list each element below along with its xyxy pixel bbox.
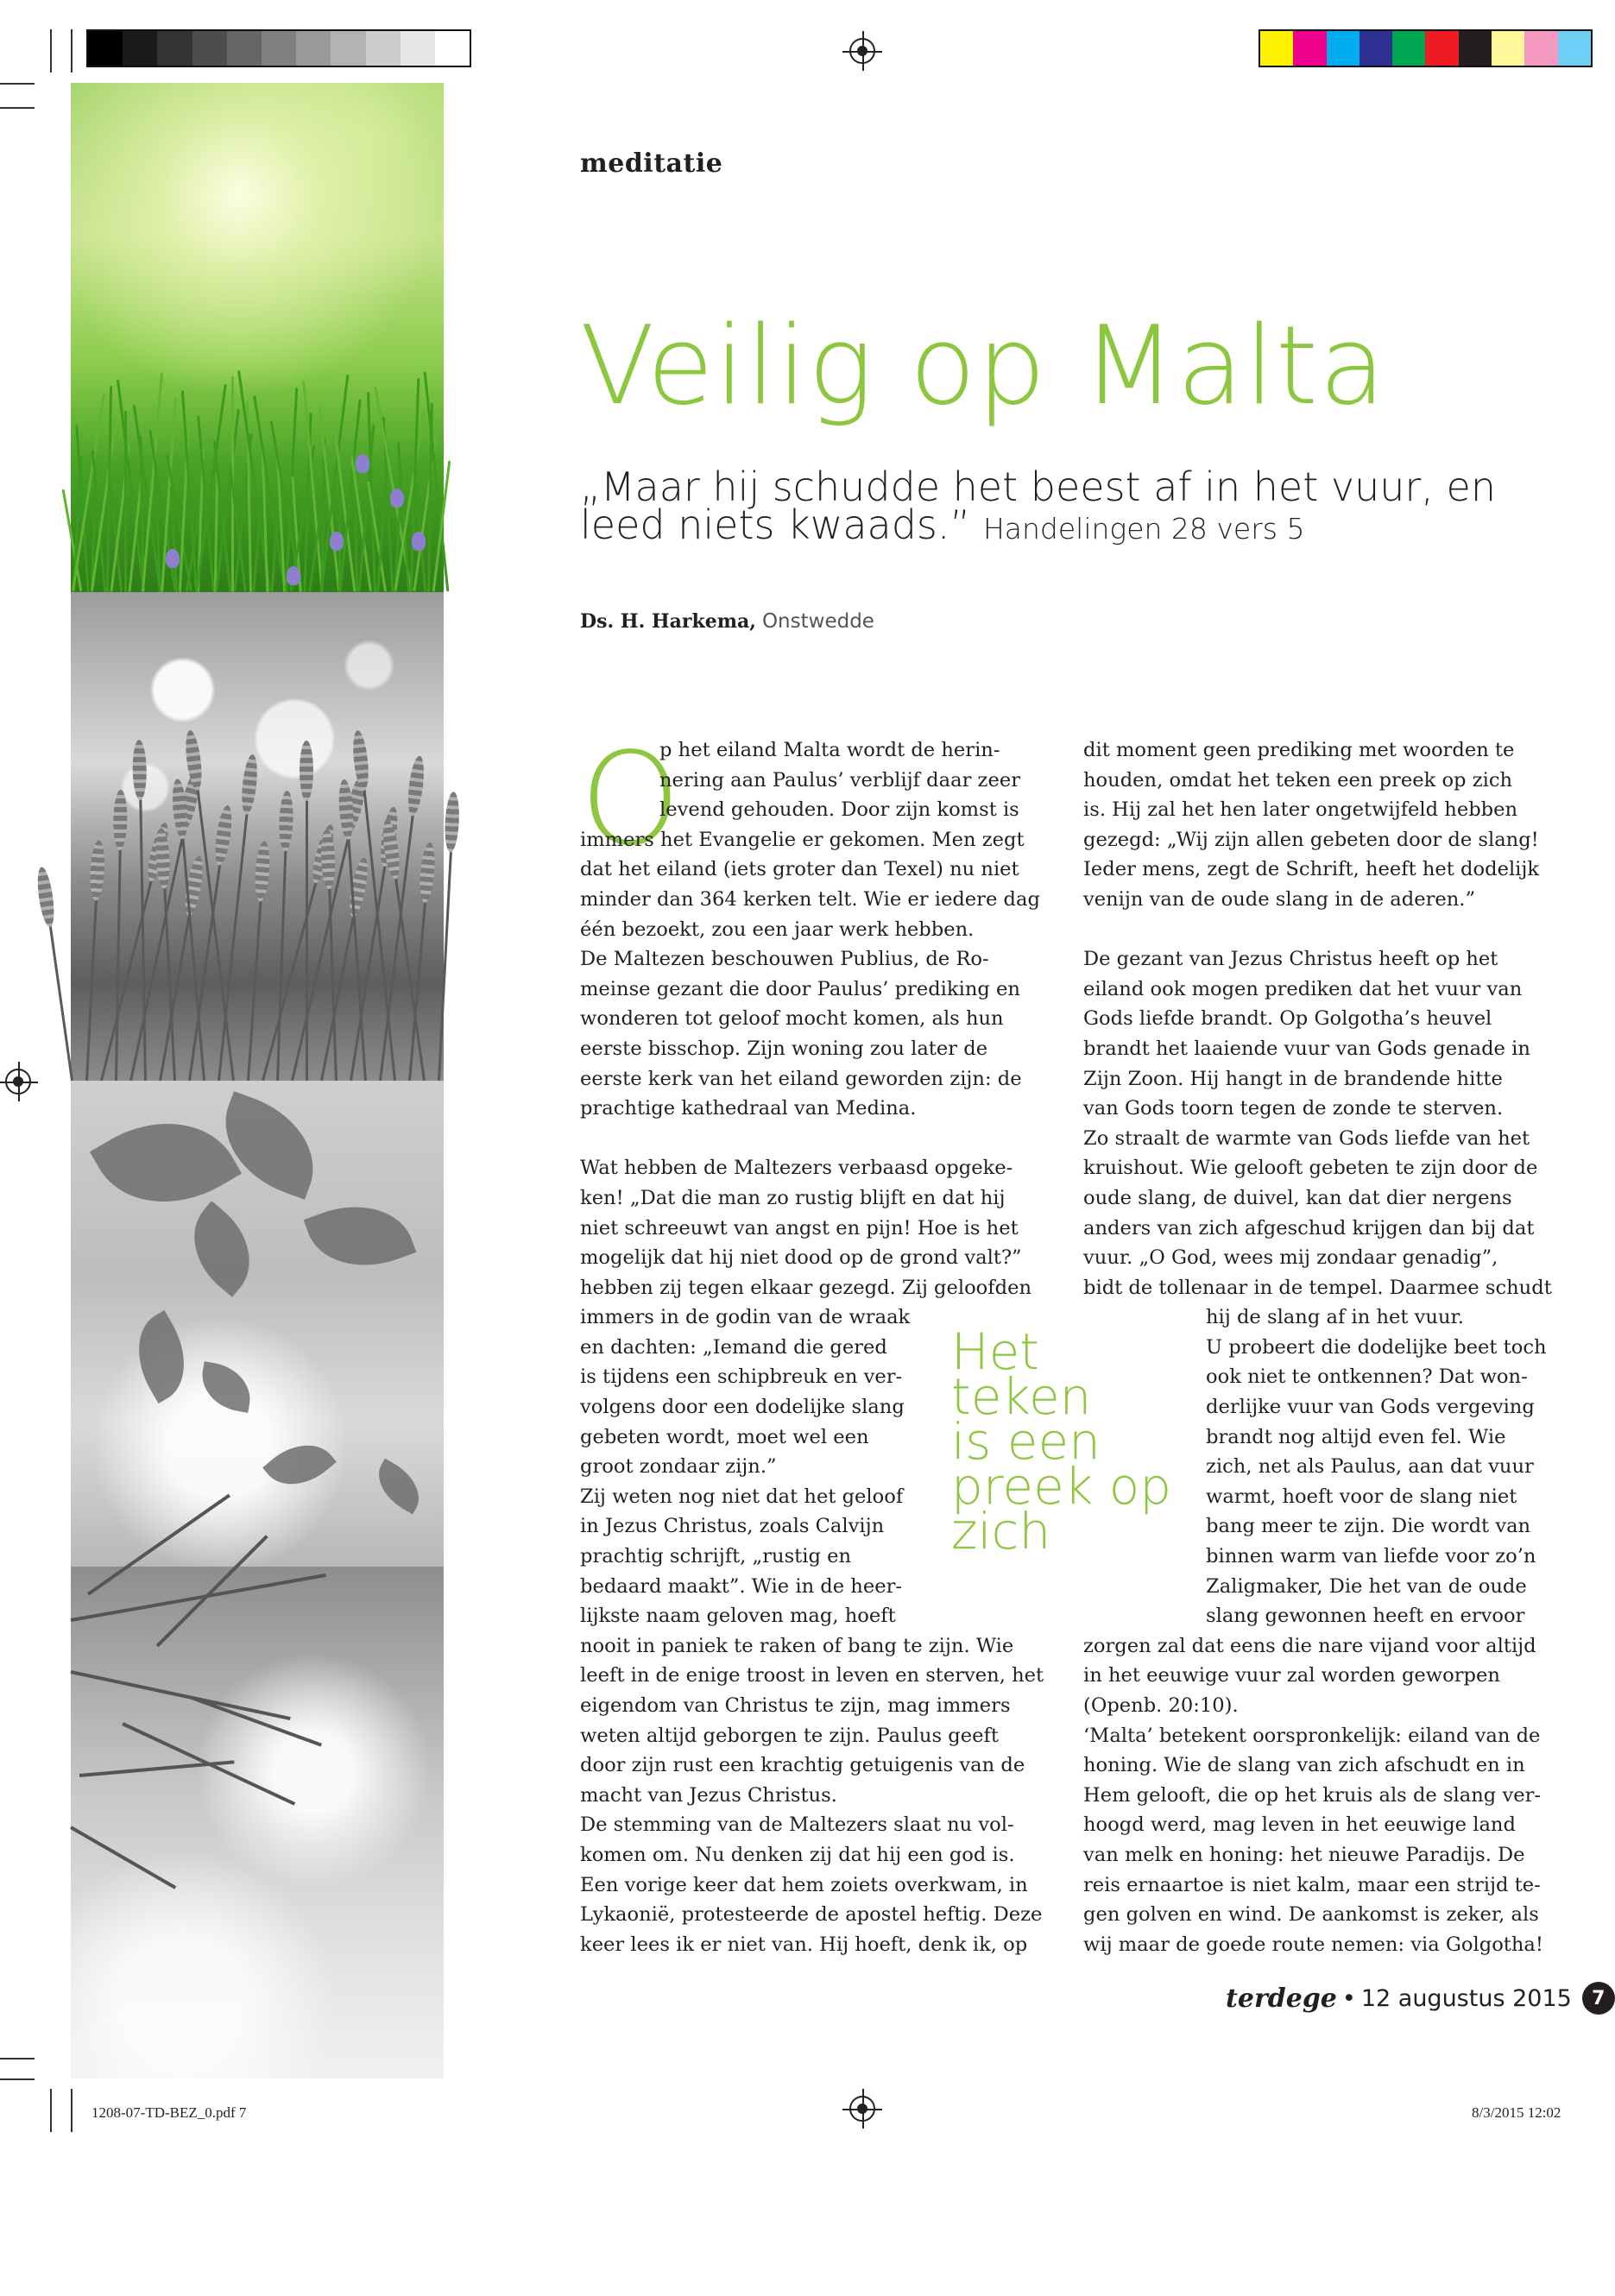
text-line: bedaard maakt”. Wie in de heer- [580, 1574, 903, 1598]
color-swatch [1260, 31, 1293, 66]
tree-branch [71, 1670, 291, 1720]
text-line: Wat hebben de Maltezers verbaasd opgeke- [580, 1157, 1013, 1180]
wheat-stalk [85, 848, 100, 1081]
text-line: De Maltezen beschouwen Publius, de Ro- [580, 948, 989, 971]
wheat-head [239, 754, 259, 815]
wheat-head [254, 841, 272, 902]
text-line: De gezant van Jezus Christus heeft op het [1083, 948, 1498, 971]
pull-quote-line: preek op [951, 1457, 1172, 1516]
color-calibration-bar [1259, 29, 1593, 67]
file-slug: 1208-07-TD-BEZ_0.pdf 7 [91, 2104, 247, 2121]
flower-icon [390, 489, 404, 508]
wheat-head [278, 791, 293, 852]
crop-mark [0, 83, 35, 85]
color-swatch [1293, 31, 1326, 66]
grayscale-swatch [88, 31, 123, 66]
text-line: dit moment geen prediking met woorden te [1083, 739, 1515, 761]
text-line: oude slang, de duivel, kan dat dier nergens [1083, 1186, 1512, 1209]
text-line: volgens door een dodelijke slang [580, 1396, 905, 1419]
text-line: hebben zij tegen elkaar gezegd. Zij geloofden [580, 1276, 1032, 1299]
section-label: meditatie [580, 148, 723, 179]
registration-mark-icon [5, 1069, 31, 1094]
issue-date: 12 augustus 2015 [1360, 1984, 1572, 2012]
text-line: immers het Evangelie er gekomen. Men zegt [580, 828, 1025, 851]
color-swatch [1360, 31, 1392, 66]
footer-separator: • [1341, 1984, 1356, 2012]
wheat-stalk [276, 799, 288, 1081]
leaf-icon [368, 1459, 430, 1515]
text-line: weten altijd geborgen te zijn. Paulus geeft [580, 1724, 999, 1747]
text-line: Gods liefde brandt. Op Golgotha’s heuvel [1083, 1007, 1492, 1031]
text-line: slang gewonnen heeft en ervoor [1206, 1605, 1525, 1628]
text-line: kruishout. Wie gelooft gebeten te zijn door de [1083, 1157, 1538, 1180]
text-line: wonderen tot geloof mocht komen, als hun [580, 1007, 1004, 1031]
text-line: bidt de tollenaar in de tempel. Daarmee schudt [1083, 1276, 1552, 1299]
text-line: hoogd werd, mag leven in het eeuwige land [1083, 1813, 1516, 1837]
tree-branch [191, 1696, 322, 1746]
text-line: venijn van de oude slang in de aderen.” [1083, 887, 1476, 911]
text-line: eigendom van Christus te zijn, mag immers [580, 1694, 1011, 1717]
color-swatch [1558, 31, 1591, 66]
grayscale-swatch [401, 31, 435, 66]
text-line: prachtige kathedraal van Medina. [580, 1097, 917, 1120]
text-line: ken! „Dat die man zo rustig blijft en dat hij [580, 1186, 1006, 1209]
text-line: gen golven en wind. De aankomst is zeker, als [1083, 1903, 1539, 1927]
crop-mark [50, 29, 52, 73]
text-line: is. Hij zal het hen later ongetwijfeld hebben [1083, 798, 1518, 822]
text-line: zich, net als Paulus, aan dat vuur [1206, 1455, 1534, 1479]
text-line: immers in de godin van de wraak [580, 1306, 911, 1329]
pull-quote-line: is een [951, 1412, 1101, 1471]
paragraph-gap [580, 1124, 1046, 1154]
wheat-head [300, 741, 313, 801]
wheat-bokeh-photo [71, 592, 444, 1081]
wheat-head [406, 755, 426, 817]
pull-quote-line: zich [951, 1502, 1051, 1561]
text-line: van melk en honing: het nieuwe Paradijs. De [1083, 1843, 1525, 1866]
text-line: keer lees ik er niet van. Hij hoeft, denk ik, op [580, 1933, 1028, 1956]
page-title: Veilig op Malta [580, 302, 1387, 429]
grayscale-swatch [262, 31, 296, 66]
leaf-icon [207, 1091, 331, 1200]
wheat-head [444, 792, 461, 853]
text-line: eiland ook mogen prediken dat het vuur van [1083, 977, 1523, 1000]
wheat-head [155, 828, 172, 889]
text-line: De stemming van de Maltezers slaat nu vol- [580, 1813, 1014, 1837]
text-line: ‘Malta’ betekent oorspronkelijk: eiland van de [1083, 1724, 1541, 1747]
text-line: één bezoekt, zou een jaar werk hebben. [580, 918, 975, 941]
pull-quote-line: Het [951, 1322, 1040, 1381]
text-line: in het eeuwige vuur zal worden geworpen [1083, 1664, 1500, 1687]
text-line: hij de slang af in het vuur. [1206, 1306, 1464, 1329]
wheat-head [89, 840, 106, 901]
text-line: prachtig schrijft, „rustig en [580, 1545, 852, 1568]
text-line: Lykaonië, protesteerde de apostel heftig. Deze [580, 1903, 1043, 1927]
color-swatch [1524, 31, 1557, 66]
text-line: (Openb. 20:10). [1083, 1694, 1239, 1717]
text-line: Zaligmaker, Die het van de oude [1206, 1574, 1527, 1598]
text-line: U probeert die dodelijke beet toch [1206, 1335, 1547, 1359]
subtitle-quote: „Maar hij schudde het beest af in het vuur, en leed niets kwaads.” [580, 464, 1497, 548]
text-line: brandt het laaiende vuur van Gods genade in [1083, 1037, 1530, 1060]
text-line: derlijke vuur van Gods vergeving [1206, 1396, 1535, 1419]
text-line: komen om. Nu denken zij dat hij een god is. [580, 1843, 1015, 1866]
leaf-icon [304, 1188, 417, 1285]
flower-icon [166, 549, 180, 568]
text-line: macht van Jezus Christus. [580, 1783, 837, 1807]
text-line: Een vorige keer dat hem zoiets overkwam, in [580, 1873, 1028, 1896]
text-line: Zijn Zoon. Hij hangt in de brandende hitte [1083, 1067, 1503, 1090]
falling-leaves-photo [71, 1081, 444, 1567]
wheat-head [350, 729, 370, 791]
text-line: Ieder mens, zegt de Schrift, heeft het dodelijk [1083, 858, 1540, 881]
wheat-stalk [115, 798, 123, 1081]
text-line: gezegd: „Wij zijn allen gebeten door de slang! [1083, 828, 1539, 851]
drop-cap: O [580, 725, 681, 874]
text-line: Zij weten nog niet dat het geloof [580, 1485, 904, 1508]
text-line: is tijdens een schipbreuk en ver- [580, 1366, 903, 1389]
text-line: anders van zich afgeschud krijgen dan bij dat [1083, 1216, 1535, 1239]
wheat-stalk [438, 800, 455, 1081]
text-line: Zo straalt de warmte van Gods liefde van het [1083, 1126, 1530, 1150]
crop-mark [71, 29, 73, 73]
grayscale-swatch [366, 31, 401, 66]
pull-quote-line: teken [951, 1367, 1092, 1426]
text-line: en dachten: „Iemand die gered [580, 1335, 887, 1359]
wheat-stalk [306, 749, 308, 1081]
subtitle [580, 464, 1564, 548]
text-line: eerste bisschop. Zijn woning zou later de [580, 1037, 988, 1060]
wheat-head [418, 842, 437, 903]
tree-branch [70, 1826, 176, 1889]
grayscale-swatch [296, 31, 331, 66]
grayscale-swatch [227, 31, 262, 66]
wheat-stalk [42, 875, 73, 1081]
text-line: van Gods toorn tegen de zonde te sterven. [1083, 1097, 1504, 1120]
text-line: groot zondaar zijn.” [580, 1455, 777, 1479]
text-line: brandt nog altijd even fel. Wie [1206, 1425, 1506, 1448]
text-line: gebeten wordt, moet wel een [580, 1425, 869, 1448]
text-line: reis ernaartoe is niet kalm, maar een strijd te- [1083, 1873, 1541, 1896]
author-name: Ds. H. Harkema, [580, 610, 756, 633]
crop-mark [0, 107, 35, 109]
flower-icon [356, 454, 369, 473]
wheat-head [113, 790, 128, 850]
grayscale-swatch [123, 31, 157, 66]
wheat-head [35, 866, 57, 928]
crop-mark [0, 2078, 35, 2080]
wheat-head [183, 729, 204, 791]
text-line: nooit in paniek te raken of bang te zijn. Wie [580, 1634, 1014, 1657]
text-line: minder dan 364 kerken telt. Wie er iedere dag [580, 887, 1040, 911]
byline [580, 610, 874, 633]
crop-mark [71, 2089, 73, 2132]
author-place: Onstwedde [761, 610, 874, 633]
crop-mark [0, 2058, 35, 2059]
color-swatch [1327, 31, 1360, 66]
text-line: nering aan Paulus’ verblijf daar zeer [659, 768, 1020, 792]
registration-mark-icon [849, 2096, 875, 2122]
text-line: niet schreeuwt van angst en pijn! Hoe is het [580, 1216, 1019, 1239]
text-line: in Jezus Christus, zoals Calvijn [580, 1515, 885, 1538]
text-line: zorgen zal dat eens die nare vijand voor altijd [1083, 1634, 1536, 1657]
wheat-head [132, 740, 147, 800]
color-swatch [1392, 31, 1425, 66]
crop-mark [50, 2089, 52, 2132]
color-swatch [1459, 31, 1492, 66]
wheat-stalk [344, 788, 367, 1081]
text-line: warmt, hoeft voor de slang niet [1206, 1485, 1517, 1508]
wheat-head [320, 829, 336, 890]
page-footer [1226, 1982, 1615, 2015]
text-line: door zijn rust een krachtig getuigenis van de [580, 1754, 1025, 1777]
tree-branch [79, 1760, 235, 1777]
grayscale-swatch [331, 31, 365, 66]
text-line: vuur. „O God, wees mij zondaar genadig”, [1083, 1246, 1498, 1270]
frosted-tree-photo [71, 1567, 444, 2078]
text-line: houden, omdat het teken een preek op zich [1083, 768, 1513, 792]
page-number: 7 [1582, 1982, 1615, 2015]
date-slug: 8/3/2015 12:02 [1472, 2104, 1561, 2121]
paragraph-gap [1083, 915, 1584, 945]
wheat-stalk [247, 850, 266, 1082]
text-line: wij maar de goede route nemen: via Golgotha! [1083, 1933, 1543, 1956]
text-line: leeft in de enige troost in leven en sterven, het [580, 1664, 1044, 1687]
magazine-brand: terdege [1226, 1983, 1337, 2014]
grayscale-calibration-bar [86, 29, 471, 67]
flower-icon [330, 532, 344, 551]
pull-quote [951, 1322, 1172, 1561]
grass-blade [72, 394, 105, 591]
registration-mark-icon [849, 38, 875, 64]
text-line: ook niet te ontkennen? Dat won- [1206, 1366, 1528, 1389]
color-swatch [1492, 31, 1524, 66]
text-line: Hem gelooft, die op het kruis als de slang ver- [1083, 1783, 1542, 1807]
text-line: levend gehouden. Door zijn komst is [659, 798, 1019, 822]
flower-icon [412, 532, 426, 551]
text-line: p het eiland Malta wordt de herin- [659, 739, 1000, 761]
flower-icon [287, 566, 300, 585]
text-line: dat het eiland (iets groter dan Texel) nu niet [580, 858, 1019, 881]
text-line: lijkste naam geloven mag, hoeft [580, 1605, 896, 1628]
grayscale-swatch [192, 31, 227, 66]
color-swatch [1425, 31, 1458, 66]
text-line: meinse gezant die door Paulus’ prediking en [580, 977, 1020, 1000]
leaf-icon [173, 1201, 271, 1296]
subtitle-reference: Handelingen 28 vers 5 [982, 512, 1305, 546]
leaf-icon [120, 1310, 204, 1403]
text-line: binnen warm van liefde voor zo’n [1206, 1545, 1536, 1568]
leaf-icon [197, 1361, 255, 1413]
wheat-stalk [357, 739, 396, 1081]
text-line: eerste kerk van het eiland geworden zijn: de [580, 1067, 1022, 1090]
grayscale-swatch [157, 31, 192, 66]
text-line: honing. Wie de slang van zich afschudt en in [1083, 1754, 1525, 1777]
grass-flowers-photo [71, 83, 444, 592]
text-line: bang meer te zijn. Die wordt van [1206, 1515, 1531, 1538]
wheat-head [212, 804, 235, 867]
leaf-icon [262, 1429, 337, 1500]
text-line: mogelijk dat hij niet dood op de grond valt?” [580, 1246, 1022, 1270]
grayscale-swatch [435, 31, 470, 66]
